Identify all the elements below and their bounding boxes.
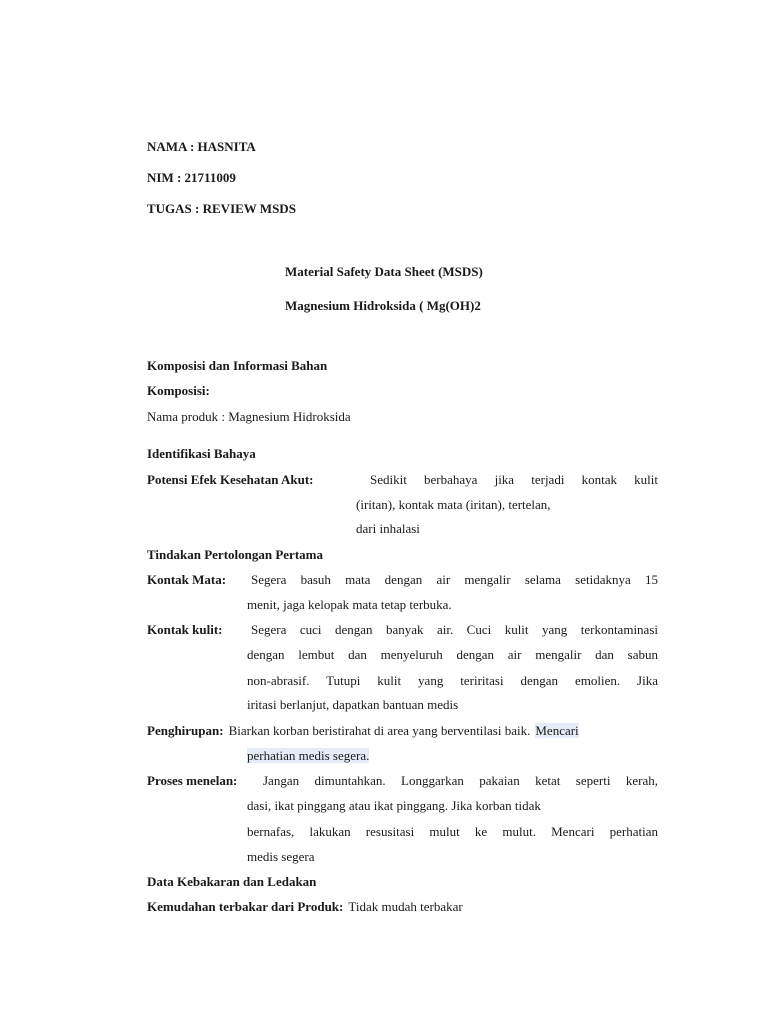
kontak-mata-text-2: menit, jaga kelopak mata tetap terbuka. (247, 597, 452, 612)
doc-title: Material Safety Data Sheet (MSDS) (285, 264, 483, 279)
kontak-kulit-text-3: non-abrasif. Tutupi kulit yang teriritasi dengan emolien. Jika (247, 673, 658, 688)
penghirupan-line-2 (247, 748, 369, 764)
kemudahan-terbakar-line (147, 899, 463, 915)
section-heading-kebakaran: Data Kebakaran dan Ledakan (147, 874, 317, 889)
student-name: NAMA : HASNITA (147, 139, 256, 154)
potensi-label: Potensi Efek Kesehatan Akut: (147, 472, 314, 487)
menelan-text-3: bernafas, lakukan resusitasi mulut ke mulut. Mencari perhatian (247, 824, 658, 839)
komposisi-label: Komposisi: (147, 383, 210, 398)
potensi-text-3: dari inhalasi (356, 521, 420, 536)
kontak-kulit-text-2: dengan lembut dan menyeluruh dengan air mengalir dan sabun (247, 647, 658, 662)
kontak-mata-label: Kontak Mata: (147, 572, 227, 587)
assignment-title: TUGAS : REVIEW MSDS (147, 201, 296, 216)
student-nim: NIM : 21711009 (147, 170, 236, 185)
kontak-kulit-text-1: Segera cuci dengan banyak air. Cuci kulit yang terkontaminasi (251, 622, 658, 637)
penghirupan-line-1 (147, 723, 579, 739)
kontak-kulit-label: Kontak kulit: (147, 622, 223, 637)
penghirupan-text-1: Biarkan korban beristirahat di area yang berventilasi baik. (228, 723, 531, 738)
section-heading-komposisi: Komposisi dan Informasi Bahan (147, 358, 328, 373)
menelan-text-2: dasi, ikat pinggang atau ikat pinggang. Jika korban tidak (247, 798, 541, 813)
menelan-label: Proses menelan: (147, 773, 238, 788)
kontak-mata-text-1: Segera basuh mata dengan air mengalir selama setidaknya 15 (251, 572, 658, 587)
penghirupan-label: Penghirupan: (147, 723, 224, 738)
penghirupan-highlight-2: perhatian medis segera. (247, 748, 370, 763)
menelan-text-4: medis segera (247, 849, 315, 864)
section-heading-pertolongan: Tindakan Pertolongan Pertama (147, 547, 323, 562)
potensi-text-1: Sedikit berbahaya jika terjadi kontak kulit (370, 472, 658, 487)
kemudahan-terbakar-label: Kemudahan terbakar dari Produk: (147, 899, 344, 914)
menelan-text-1: Jangan dimuntahkan. Longgarkan pakaian ketat seperti kerah, (263, 773, 658, 788)
kontak-kulit-text-4: iritasi berlanjut, dapatkan bantuan medis (247, 697, 459, 712)
doc-subtitle: Magnesium Hidroksida ( Mg(OH)2 (285, 298, 481, 313)
potensi-text-2: (iritan), kontak mata (iritan), tertelan, (356, 497, 551, 512)
penghirupan-highlight-1: Mencari (535, 723, 579, 738)
section-heading-bahaya: Identifikasi Bahaya (147, 446, 256, 461)
kemudahan-terbakar-value: Tidak mudah terbakar (348, 899, 463, 914)
nama-produk: Nama produk : Magnesium Hidroksida (147, 409, 351, 424)
